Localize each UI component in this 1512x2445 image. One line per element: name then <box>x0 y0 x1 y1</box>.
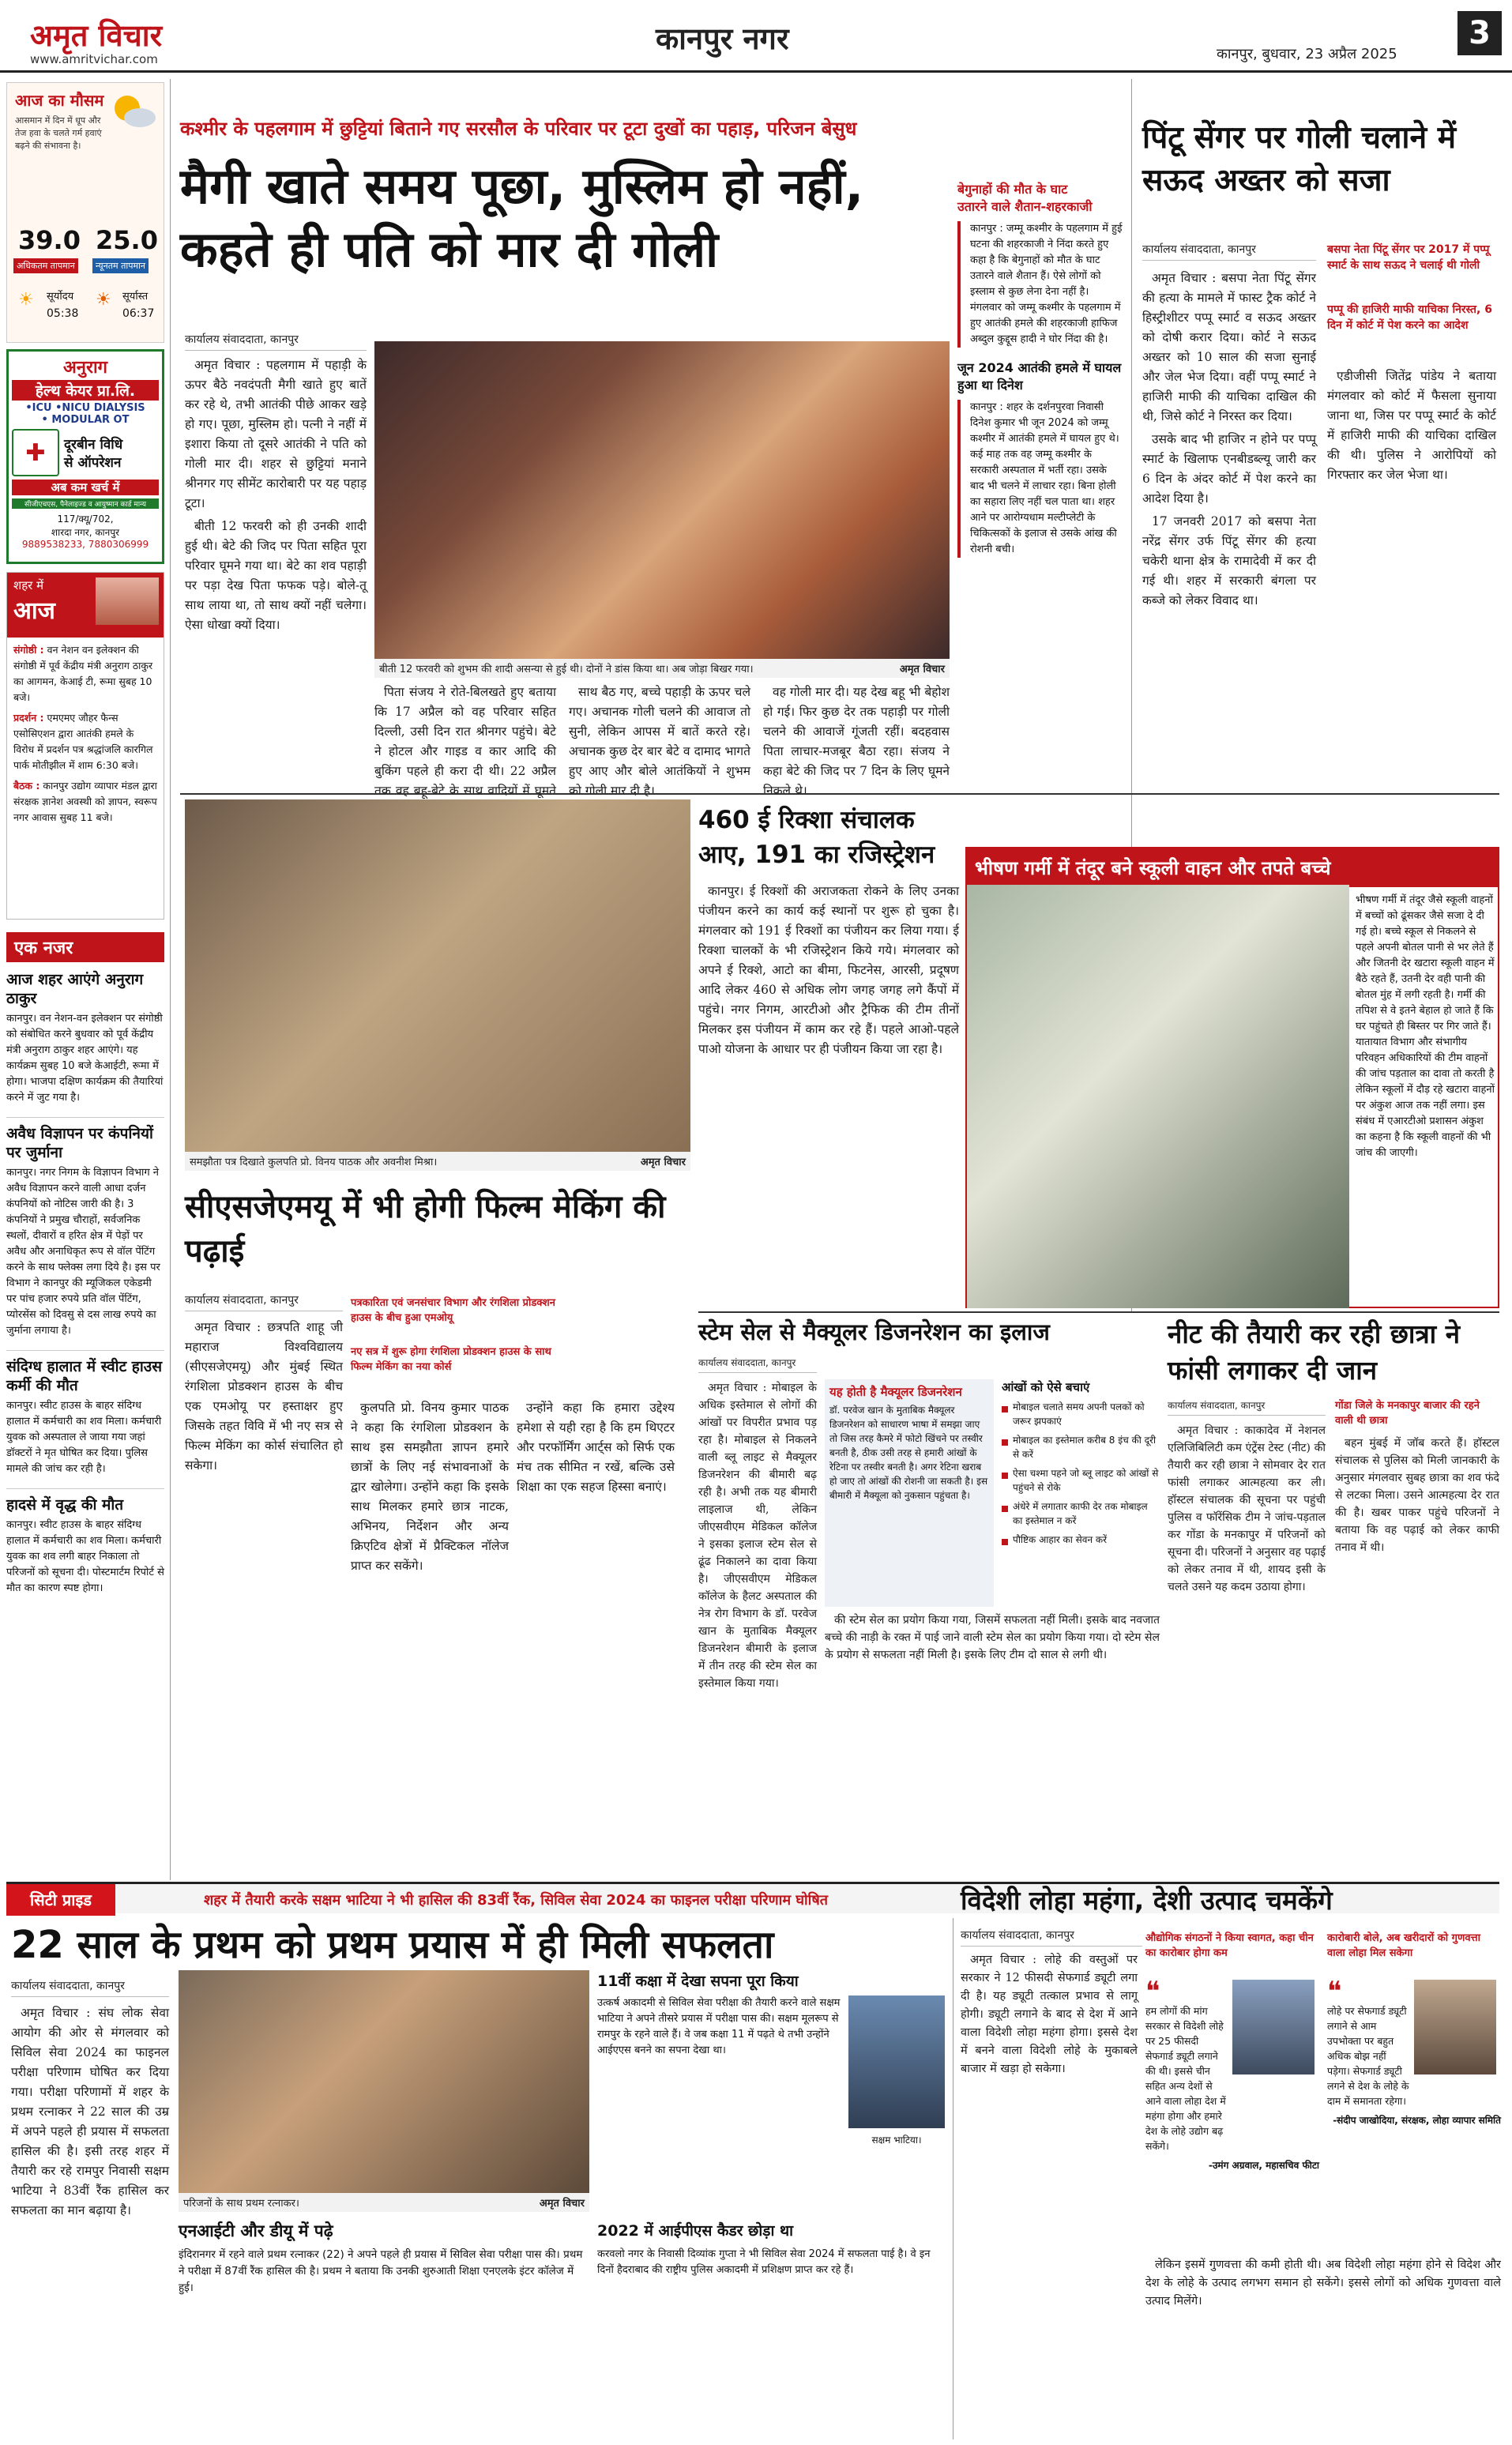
city-pride-kicker: शहर में तैयारी करके सक्षम भाटिया ने भी हासिल की 83वीं रैंक, सिविल सेवा 2024 का फाइनल परीक्षा परिणाम घोषित <box>204 1892 828 1909</box>
paragraph: लेकिन इसमें गुणवत्ता की कमी होती थी। अब विदेशी लोहा महंगा होने से विदेश और देश के लोहे के उत्पाद लगभग समान हो सकेंगे। इससे लोगों को अधिक गुणवत्ता वाले उत्पाद मिलेंगे। <box>1145 2259 1501 2308</box>
neet-byline: कार्यालय संवाददाता, कानपुर <box>1168 1398 1326 1416</box>
neet-highlight: गोंडा जिले के मनकापुर बाजार की रहने वाली थी छात्रा <box>1335 1400 1480 1427</box>
ad-tagline3: अब कम खर्च में <box>12 480 159 495</box>
ek-nazar-story-1 <box>6 1117 164 1339</box>
ek-nazar-story-2 <box>6 1350 164 1477</box>
main-kicker: कश्मीर के पहलगाम में छुट्टियां बिताने गए सरसौल के परिवार पर टूटा दुखों का पहाड़, परिजन बेसुध <box>180 118 857 140</box>
paragraph: 17 जनवरी 2017 को बसपा नेता नरेंद्र सेंगर उर्फ पिंटू सेंगर की हत्या चकेरी थाना क्षेत्र के रामादेवी में कर दी गई थी। शहर में सरकारी बंगला पर कब्जे को लेकर विवाद था। <box>1142 514 1316 607</box>
main-col-3 <box>569 683 750 798</box>
stem-tips-box <box>1002 1379 1160 1607</box>
story-headline: अवैध विज्ञापन पर कंपनियों पर जुर्माना <box>6 1125 153 1161</box>
item-tag: संगोष्ठी : <box>13 644 44 656</box>
sunset-label: सूर्यास्त <box>122 291 149 303</box>
paragraph: बहन मुंबई में जॉब करते हैं। हॉस्टल संचालक से पुलिस को मिली जानकारी के अनुसार मंगलवार सुबह छात्रा का शव फंदे से लटका मिला। उसने आत्महत्या देर रात की है। खबर पाकर पहुंचे परिजनों ने बताया कि वह पढ़ाई को लेकर काफी तनाव में थी। <box>1335 1437 1499 1554</box>
paragraph: कुलपति प्रो. विनय कुमार पाठक ने कहा कि रंगशिला प्रोडक्शन के साथ इस समझौता ज्ञापन हमारे छात्रों के लिए नई संभावनाओं के द्वार खोलेगा। उन्होंने कहा कि इसके साथ मिलकर हमारे छात्र नाटक, अभिनय, निर्देशन और अन्य क्रिएटिव क्षेत्रों में प्रैक्टिकल नॉलेज प्राप्त कर सकेंगे। <box>351 1401 509 1573</box>
quote2-text: लोहे पर सेफगार्ड ड्यूटी लगाने से आम उपभोक्ता पर बहुत अधिक बोझ नहीं पड़ेगा। सेफगार्ड ड्यूटी लगने से देश के लोहे के दाम में समानता रहेगा। <box>1327 2005 1409 2107</box>
erickshaw-headline: 460 ई रिक्शा संचालक आए, 191 का रजिस्ट्रेशन <box>698 806 935 869</box>
csjmu-highlight-2: नए सत्र में शुरू होगा रंगशिला प्रोडक्शन हाउस के साथ फिल्म मेकिंग का नया कोर्स <box>351 1346 551 1373</box>
paragraph: अमृत विचार : काकादेव में नेशनल एलिजिबिलिटी कम एंट्रेंस टेस्ट (नीट) की तैयारी कर रही छात्रा ने सोमवार देर रात फांसी लगाकर आत्महत्या कर ली। हॉस्टल संचालक की सूचना पर पहुंची पुलिस व फॉरेंसिक टीम ने जांच-पड़ताल कर गोंडा के मनकापुर में परिजनों को सूचना दी। परिजनों ने अनुसार वह पढ़ाई को लेकर तनाव में थी, शायद इसी के चलते उसने यह कदम उठाया होगा। <box>1168 1424 1326 1593</box>
sidebar-bullet-1: कानपुर : जम्मू कश्मीर के पहलगाम में हुई घटना की शहरकाजी ने निंदा करते हुए कहा है कि बेगुनाहों को मौत के घाट उतारने वाले शैतान हैं। ऐसे लोगों को इस्लाम से कुछ लेना देना नहीं है। मंगलवार को जम्मू कश्मीर के पहलगाम में हुए आतंकी हमले की शहरकाजी हाफिज अब्दुल कुद्दूस हादी ने घोर निंदा की है। <box>957 221 1123 348</box>
paragraph: उसके बाद भी हाजिर न होने पर पप्पू स्मार्ट के खिलाफ एनबीडब्ल्यू जारी कर 6 दिन के अंदर कोर्ट में पेश करने का आदेश दिया है। <box>1142 432 1316 506</box>
city-pride-tag: सिटी प्राइड <box>6 1884 115 1916</box>
story-body: कानपुर। नगर निगम के विज्ञापन विभाग ने अवैध विज्ञापन करने वाली आधा दर्जन कंपनियों को नोटिस जारी की है। 3 कंपनियों ने प्रमुख चौराहों, सर्वजनिक स्थलों, दीवारों व हरित क्षेत्र में पेड़ों पर अवैध और अनाधिकृत रूप से वॉल पेंटिंग करने के साथ फ्लेक्स लगा दिये है। इस पर विभाग ने कानपुर की म्यूजिकल एकेडमी पर पांच हजार रुपये प्रति वॉल पेंटिंग, प्योरसेंस को दिवसु से दस लाख रुपये का जुर्माना लगाया है। <box>6 1167 160 1337</box>
stem-col-3 <box>825 1612 1160 1869</box>
paragraph: एडीजीसी जितेंद्र पांडेय ने बताया मंगलवार को कोर्ट में फैसला सुनाया जाना था, जिस पर पप्पू स्मार्ट के कोर्ट में हाजिरी माफी की याचिका दाखिल की थी। पुलिस ने आरोपियों को गिरफ्तार कर जेल भेजा था। <box>1327 369 1496 482</box>
stem-byline: कार्यालय संवाददाता, कानपुर <box>698 1356 817 1373</box>
main-col-4 <box>763 683 950 798</box>
mid-rule-2 <box>698 1311 1499 1313</box>
photo-credit: अमृत विचार <box>899 664 945 675</box>
steel-quote-2 <box>1327 1976 1501 2248</box>
paragraph: अमृत विचार : मोबाइल के अधिक इस्तेमाल से लोगों की आंखों पर विपरीत प्रभाव पड़ रहा है। मोबाइल से निकलने वाली ब्लू लाइट से मैक्यूलर डिजनरेशन की बीमारी बढ़ रही है। अभी तक यह बीमारी लाइलाज थी, लेकिन जीएसवीएम मेडिकल कॉलेज ने इसका इलाज स्टेम सेल से ढूंढ निकालने का दावा किया है। जीएसवीएम मेडिकल कॉलेज के हैलट अस्पताल की नेत्र रोग विभाग के डॉ. परवेज खान के मुताबिक मैक्यूलर डिजनरेशन बीमारी के इलाज में तीन तरह की स्टेम सेल का इस्तेमाल किया गया। <box>698 1382 817 1690</box>
story-headline: हादसे में वृद्ध की मौत <box>6 1496 124 1514</box>
paragraph: वह गोली मार दी। यह देख बहू भी बेहोश हो गई। फिर कुछ देर तक पहाड़ी पर गोली चलने की आवाजें गूंजती रहीं। बदहवास पिता लाचार-मजबूर बैठा रहा। संजय ने कहा बेटे की जिद पर 7 दिन के लिए घूमने निकले थे। <box>763 685 950 798</box>
city-today-item-2 <box>7 773 164 826</box>
dateline: कानपुर, बुधवार, 23 अप्रैल 2025 <box>1217 46 1397 62</box>
item-tag: प्रदर्शन : <box>13 712 44 724</box>
item-text: वन नेशन वन इलेक्शन की संगोष्ठी में पूर्व केंद्रीय मंत्री अनुराग ठाकुर का आगमन, केआई टी, रूमा सुबह 10 बजे। <box>13 644 153 703</box>
paragraph: की स्टेम सेल का प्रयोग किया गया, जिसमें सफलता नहीं मिली। इसके बाद नवजात बच्चे की नाड़ी के रक्त में पाई जाने वाली स्टेम सेल का प्रयोग किया गया। दो स्टेम सेल के प्रयोग से सफलता नहीं मिली है। इसके लिए टीम दो साल से लगी थी। <box>825 1614 1160 1661</box>
steel-highlight-1: औद्योगिक संगठनों ने किया स्वागत, कहा चीन का कारोबार होगा कम <box>1145 1932 1314 1959</box>
sub1-heading: 11वीं कक्षा में देखा सपना पूरा किया <box>597 1973 799 1990</box>
masthead <box>0 0 1512 73</box>
main-byline: कार्यालय संवाददाता, कानपुर <box>185 332 367 351</box>
sunrise-label: सूर्योदय <box>47 291 74 303</box>
csjmu-highlight-1: पत्रकारिता एवं जनसंचार विभाग और रंगशिला प्रोडक्शन हाउस के बीच हुआ एमओयू <box>351 1297 555 1324</box>
sidebar-heading-2: जून 2024 आतंकी हमले में घायल हुआ था दिनेश <box>957 360 1122 393</box>
saksham-photo <box>848 1995 945 2128</box>
item-text: कानपुर उद्योग व्यापार मंडल द्वारा संरक्षक ज्ञानेश अवस्थी को ज्ञापन, स्वरूप नगर आवास सुबह 11 बजे। <box>13 780 157 823</box>
sidebar-kicker-2: उतारने वाले शैतान-शहरकाजी <box>957 199 1093 214</box>
ek-nazar-story-3 <box>6 1488 164 1597</box>
neet-col-1 <box>1168 1422 1326 1869</box>
csjmu-photo-caption <box>185 1152 690 1171</box>
sun-cloud-icon <box>110 91 157 130</box>
steel-highlight-2: कारोबारी बोले, अब खरीदारों को गुणवत्ता वाला लोहा मिल सकेगा <box>1327 1932 1480 1959</box>
city-today-box <box>6 572 164 920</box>
ad-address1: 117/क्यू/702, <box>57 513 114 525</box>
steel-col-2 <box>1145 2256 1501 2438</box>
max-temp-label: अधिकतम तापमान <box>13 258 78 273</box>
stem-headline: स्टेम सेल से मैक्यूलर डिजनरेशन का इलाज <box>698 1318 1050 1345</box>
mid-rule-1 <box>180 793 1499 795</box>
family-photo-caption <box>179 2193 589 2212</box>
caption-text: समझौता पत्र दिखाते कुलपति प्रो. विनय पाठक और अवनीश मिश्रा। <box>190 1157 438 1168</box>
ad-services1: •ICU •NICU DIALYSIS <box>25 402 145 414</box>
caption-text: बीती 12 फरवरी को शुभम की शादी असन्या से हुई थी। दोनों ने डांस किया था। अब जोड़ा बिखर गया। <box>379 664 754 675</box>
saksham-caption: सक्षम भाटिया। <box>871 2135 922 2146</box>
city-today-small-title: शहर में <box>13 578 44 592</box>
tip-item: अंधेरे में लगातार काफी देर तक मोबाइल का इस्तेमाल न करें <box>1002 1499 1160 1528</box>
main-col-2 <box>374 683 556 798</box>
steel-col-1 <box>961 1951 1138 2438</box>
sunset-icon: ☀ <box>96 290 111 310</box>
sunset-time: 06:37 <box>122 307 155 320</box>
csjmu-col-2 <box>351 1398 509 1871</box>
sunrise-icon: ☀ <box>18 290 34 310</box>
story-headline: आज शहर आएंगे अनुराग ठाकुर <box>6 971 144 1007</box>
item-tag: बैठक : <box>13 780 40 792</box>
school-van-photo <box>967 885 1349 1308</box>
csjmu-photo <box>185 799 690 1152</box>
sub2-text: इंदिरानगर में रहने वाले प्रथम रत्नाकर (22) ने अपने पहले ही प्रयास में सिविल सेवा परीक्षा पास की। प्रथम ने परीक्षा में 87वीं रैंक हासिल की है। प्रथम ने बताया कि उनकी शुरुआती शिक्षा एनएलके इंटर कॉलेज में हुई। <box>179 2248 583 2294</box>
paragraph: अमृत विचार : लोहे की वस्तुओं पर सरकार ने 12 फीसदी सेफगार्ड ड्यूटी लगा दी है। यह ड्यूटी तत्काल प्रभाव से लागू होगी। ड्यूटी लगाने के बाद से देश में आने वाला विदेशी लोहा महंगा होगा। इससे देश में बनने वाला विदेशी लोहे के मुकाबले बाजार में खड़ा हो सकेगा। <box>961 1954 1138 2075</box>
stem-box-title: यह होती है मैक्यूलर डिजनरेशन <box>829 1385 962 1399</box>
quote1-by: -उमंग अग्रवाल, महासचिव फीटा <box>1208 2160 1319 2171</box>
pintu-byline: कार्यालय संवाददाता, कानपुर <box>1142 242 1316 261</box>
left-column-divider <box>170 79 171 1880</box>
ad-offer: सीजीएचएस, पैनेलाइज्ड व आयुष्मान कार्ड मान्य <box>12 498 159 509</box>
quote2-by: -संदीप जाखोदिया, संरक्षक, लोहा व्यापार समिति <box>1333 2115 1501 2126</box>
stem-tips-title: आंखों को ऐसे बचाएं <box>1002 1380 1090 1394</box>
photo-credit: अमृत विचार <box>640 1157 686 1168</box>
tip-item: पौष्टिक आहार का सेवन करें <box>1002 1533 1160 1547</box>
paragraph: पिता संजय ने रोते-बिलखते हुए बताया कि 17 अप्रैल को वह परिवार सहित दिल्ली, उसी दिन रात श्रीनगर पहुंचे। बेटे ने होटल और गाइड व कार आदि की बुकिंग पहले ही करा दी थी। 22 अप्रैल तक वह बहू-बेटे के साथ वादियों में घूमते <box>374 685 556 798</box>
story-headline: संदिग्ध हालात में स्वीट हाउस कर्मी की मौत <box>6 1358 163 1394</box>
paragraph: उन्होंने कहा कि हमारा उद्देश्य हमेशा से यही रहा है कि हम थिएटर और परफॉर्मिंग आर्ट्स को सिर्फ एक मंच तक सीमित न रखें, बल्कि उसे शिक्षा का एक सहज हिस्सा बनाएं। <box>517 1401 675 1494</box>
csjmu-byline: कार्यालय संवाददाता, कानपुर <box>185 1292 343 1311</box>
heat-side-text: भीषण गर्मी में तंदूर जैसे स्कूली वाहनों में बच्चों को ढूंसकर जैसे सजा दे दी गई हो। बच्चे स्कूल से निकलने से पहले अपनी बोतल पानी से भर लेते हैं और जितनी देर खटारा स्कूली वाहन में बैठे रहते हैं, उतनी देर वही पानी की बोतल मुंह में लगी रहती है। गर्मी की तपिश से वे इतने बेहाल हो जाते हैं कि घर पहुंचते ही बिस्तर पर गिर जाते हैं। यातायात विभाग और संभागीय परिवहन अधिकारियों की टीम वाहनों की जांच पड़ताल का दावा तो करती है लेकिन स्कूलों में दौड़ रहे खटारा वाहनों पर अंकुश आज तक नहीं लगा। इस संबंध में एआरटीओ प्रशासन अंकुश का कहना है कि स्कूली वाहनों की भी जांच की जाएगी। <box>1356 894 1495 1159</box>
city-pride-headline: 22 साल के प्रथम को प्रथम प्रयास में ही मिली सफलता <box>11 1923 774 1967</box>
ad-address2: शारदा नगर, कानपुर <box>51 527 120 538</box>
tip-item: ऐसा चश्मा पहने जो ब्लू लाइट को आंखों से पहुंचने से रोके <box>1002 1466 1160 1495</box>
ek-nazar-box <box>6 932 164 1872</box>
page-number: 3 <box>1457 11 1502 55</box>
ad-phone: 9889538233, 7880306999 <box>21 539 149 550</box>
city-today-item-1 <box>7 705 164 773</box>
family-photo <box>179 1970 589 2193</box>
csjmu-headline: सीएसजेएमयू में भी होगी फिल्म मेकिंग की पढ़ाई <box>185 1189 666 1270</box>
sub3-heading: 2022 में आईपीएस कैडर छोड़ा था <box>597 2222 794 2240</box>
weather-note: आसमान में दिन में धूप और तेज हवा के चलते गर्म हवाएं बढ़ने की संभावना है। <box>15 115 102 151</box>
ad-tagline2: से ऑपरेशन <box>64 455 122 471</box>
story-body: कानपुर। वन नेशन-वन इलेक्शन पर संगोष्ठी को संबोधित करने बुधवार को पूर्व केंद्रीय मंत्री अनुराग ठाकुर शहर आएंगे। यह कार्यक्रम सुबह 10 बजे केआईटी, रूमा में होगा। भाजपा दक्षिण कार्यक्रम की तैयारियां करने में जुट गया है। <box>6 1013 164 1104</box>
sidebar-kicker-1: बेगुनाहों की मौत के घाट <box>957 182 1068 197</box>
stem-col-1 <box>698 1379 817 1869</box>
steel-byline: कार्यालय संवाददाता, कानपुर <box>961 1928 1142 1947</box>
quote1-portrait <box>1232 1980 1315 2074</box>
min-temp-label: न्यूनतम तापमान <box>92 258 149 273</box>
ek-nazar-story-0 <box>6 970 164 1106</box>
story-body: कानपुर। स्वीट हाउस के बाहर संदिग्ध हालात में कर्मचारी का शव मिला। कर्मचारी युवक का शव लगी बाहर निकाला तो परिजनों को सूचना दी। पोस्टमार्टम रिपोर्ट से मौत का कारण स्पष्ट होगा। <box>6 1519 164 1594</box>
tip-item: मोबाइल का इस्तेमाल करीब 8 इंच की दूरी से करें <box>1002 1433 1160 1461</box>
quote2-portrait <box>1414 1980 1496 2074</box>
csjmu-col-3 <box>517 1398 675 1871</box>
section-title: कानपुर नगर <box>656 21 789 56</box>
hospital-ad <box>6 349 164 564</box>
sidebar-bullet-2: कानपुर : शहर के दर्शनपुरवा निवासी दिनेश कुमार भी जून 2024 को जम्मू कश्मीर में आतंकी हमले में घायल हुए थे। कई माह तक वह जम्मू कश्मीर के सरकारी अस्पताल में भर्ती रहा। उसके बाद भी चलने में लाचार रहा। बिना होली का सहारा लिए नहीं चल पाता था। शहर आने पर आरोग्यधाम मल्टीप्लेटी के चिकित्सकों के इलाज से उसके आंख की रोशनी बची। <box>957 400 1123 558</box>
item-text: एमएमए जौहर फैन्स एसोसिएशन द्वारा आतंकी हमले के विरोध में प्रदर्शन पत्र श्रद्धांजलि कारगिल पार्क मोतीझील में शाम 6:30 बजे। <box>13 712 153 771</box>
weather-title: आज का मौसम <box>15 91 104 110</box>
city-today-item-0 <box>7 638 164 705</box>
city-pride-col-1 <box>11 2003 169 2438</box>
paragraph: साथ बैठ गए, बच्चे पहाड़ी के ऊपर चले गए। अचानक गोली चलने की आवाज तो सुनी, लेकिन आपस में बातें करते रहे। अचानक कुछ देर बार बेटे व दामाद भागते हुए आए और बोले आतंकियों ने शुभम को गोली मार दी है। <box>569 685 750 798</box>
paragraph: अमृत विचार : छत्रपति शाहू जी महाराज विश्वविद्यालय (सीएसजेएमयू) और मुंबई स्थित रंगशिला प्रोडक्शन हाउस के बीच एक एमओयू पर हस्ताक्षर हुए जिसके तहत विवि में भी नए सत्र से फिल्म मेकिंग का कोर्स संचालित हो सकेगा। <box>185 1320 343 1473</box>
neet-col-2 <box>1335 1435 1499 1869</box>
story-body: कानपुर। स्वीट हाउस के बाहर संदिग्ध हालात में कर्मचारी का शव मिला। कर्मचारी युवक को अस्पताल ले जाया गया जहां डॉक्टरों ने मृत घोषित कर दिया। पुलिस मामले की जांच कर रही है। <box>6 1400 162 1475</box>
ad-name-line1: अनुराग <box>62 358 108 378</box>
website: www.amritvichar.com <box>30 52 158 66</box>
paragraph: अमृत विचार : बसपा नेता पिंटू सेंगर की हत्या के मामले में फास्ट ट्रैक कोर्ट ने हिस्ट्रीशीटर पप्पू स्मार्ट व सऊद अख्तर को दोषी करार दिया। कोर्ट ने सऊद अख्तर को 10 साल की सजा सुनाई और जेल भेज दिया। वहीं पप्पू स्मार्ट ने हाजिरी माफी की याचिका दाखिल की थी, जिसे कोर्ट ने निरस्त कर दिया। <box>1142 271 1316 423</box>
paragraph: अमृत विचार : संघ लोक सेवा आयोग की ओर से मंगलवार को सिविल सेवा 2024 का फाइनल परीक्षा परिणाम घोषित कर दिया गया। परीक्षा परिणामों में शहर के प्रथम रत्नाकर ने 22 साल की उम्र में अपने पहले ही प्रयास में सफलता हासिल की है। इसी तरह शहर में तैयारी कर रहे रामपुर निवासी सक्षम भाटिया ने 83वीं रैंक हासिल कर सफलता का मान बढ़ाया है। <box>11 2006 169 2217</box>
sunrise-time: 05:38 <box>47 307 79 320</box>
paper-logo: अमृत विचार <box>30 17 163 53</box>
sub3-text: करवलो नगर के निवासी दिव्यांक गुप्ता ने भी सिविल सेवा 2024 में सफलता पाई है। वे इन दिनों हैदराबाद की राष्ट्रीय पुलिस अकादमी में प्रशिक्षण प्राप्त कर रहे हैं। <box>597 2248 931 2276</box>
hospital-logo-icon: ✚ <box>12 429 59 476</box>
pintu-highlight-1: बसपा नेता पिंटू सेंगर पर 2017 में पप्पू स्मार्ट के साथ सऊद ने चलाई थी गोली <box>1327 243 1490 272</box>
heat-story <box>965 847 1499 1308</box>
photo-credit: अमृत विचार <box>539 2198 585 2210</box>
wedding-photo <box>374 341 950 659</box>
stem-info-box <box>825 1379 994 1607</box>
quote-mark-icon: ❝ <box>1145 1976 1160 2007</box>
heat-headline: भीषण गर्मी में तंदूर बने स्कूली वाहन और तपते बच्चे <box>967 848 1498 887</box>
steel-headline: विदेशी लोहा महंगा, देशी उत्पाद चमकेंगे <box>961 1885 1333 1916</box>
quote-mark-icon: ❝ <box>1327 1976 1342 2007</box>
pintu-headline: पिंटू सेंगर पर गोली चलाने में सऊद अख्तर को सजा <box>1142 120 1457 198</box>
ad-tagline1: दूरबीन विधि <box>64 437 123 453</box>
paragraph: कानपुर। ई रिक्शों की अराजकता रोकने के लिए उनका पंजीयन करने का कार्य कई स्थानों पर शुरू हो चुका है। मंगलवार को 191 ई रिक्शों का पंजीयन कर लिया गया। ई रिक्शा चालकों के भी रजिस्ट्रेशन किये गये। मंगलवार को अपने ई रिक्शे, आटो का बीमा, फिटनेस, आरसी, प्रदूषण आदि लेकर 460 से अधिक लोग जगह जगह लगे कैंपों में पहुंचे। नगर निगम, आरटीओ और ट्रैफिक की टीम तीनों मिलकर इस पंजीयन में काम कर रहे हैं। पहले आओ-पहले पाओ योजना के आधार पर ही पंजीयन किया जा रहा है। <box>698 884 959 1056</box>
tip-item: मोबाइल चलाते समय अपनी पलकों को जरूर झपकाएं <box>1002 1400 1160 1428</box>
ad-name-line2: हेल्थ केयर प्रा.लि. <box>12 380 159 401</box>
weather-box <box>6 82 164 343</box>
paragraph: अमृत विचार : पहलगाम में पहाड़ी के ऊपर बैठे नवदंपती मैगी खाते हुए बातें कर रहे थे, तभी आतंकी पीछे आकर खड़े हो गए। पूछा, मुस्लिम हो। पत्नी ने नहीं में इशारा किया तो दूसरे आतंकी ने पति को गोली मार दी। शहर से छुट्टियां मनाने श्रीनगर गए सीमेंट कारोबारी पर यह पहाड़ टूटा। <box>185 358 367 510</box>
csjmu-col-1 <box>185 1318 343 1871</box>
neet-headline: नीट की तैयारी कर रही छात्रा ने फांसी लगाकर दी जान <box>1168 1318 1461 1386</box>
city-pride-byline: कार्यालय संवाददाता, कानपुर <box>11 1978 169 1997</box>
city-today-title: आज <box>13 597 55 625</box>
erickshaw-body <box>698 882 959 1300</box>
pintu-col-2 <box>1327 367 1496 782</box>
ad-services2: • MODULAR OT <box>41 414 130 426</box>
caption-text: परिजनों के साथ प्रथम रत्नाकर। <box>183 2198 299 2210</box>
sidebar-story <box>957 180 1123 788</box>
city-building-icon <box>96 577 159 625</box>
pintu-col-1 <box>1142 269 1316 782</box>
main-headline: मैगी खाते समय पूछा, मुस्लिम हो नहीं, कहते ही पति को मार दी गोली <box>180 157 864 278</box>
max-temp: 39.0 <box>18 225 81 255</box>
pintu-highlight-2: पप्पू की हाजिरी माफी याचिका निरस्त, 6 दिन में कोर्ट में पेश करने का आदेश <box>1327 303 1492 332</box>
sub1-text: उत्कर्ष अकादमी से सिविल सेवा परीक्षा की तैयारी करने वाले सक्षम भाटिया ने अपने तीसरे प्रयास में परीक्षा पास की। सक्षम मूलरूप से रामपुर के रहने वाले हैं। वे जब कक्षा 11 में पढ़ते थे तभी उन्होंने आईएएस बनने का सपना देखा था। <box>597 1997 841 2056</box>
sub2-heading: एनआईटी और डीयू में पढ़े <box>179 2221 333 2240</box>
stem-box-text: डॉ. परवेज खान के मुताबिक मैक्यूलर डिजनरेशन को साधारण भाषा में समझा जाए तो जिस तरह कैमरे में फोटो खिंचने पर तस्वीर बनती है, ठीक उसी तरह से हमारी आंखों के रेटिना पर तस्वीर बनती है। अगर रेटिना खराब हो जाए तो आंखों की रोशनी जा सकती है। इस बीमारी में मैक्यूला को नुकसान पहुंचता है। <box>829 1405 988 1501</box>
ek-nazar-title: एक नजर <box>6 932 164 962</box>
main-col-1 <box>185 355 367 782</box>
paragraph: बीती 12 फरवरी को ही उनकी शादी हुई थी। बेटे की जिद पर पिता सहित पूरा परिवार घूमने गया था। बेटे का शव पहाड़ी पर पड़ा देख पिता फफक पड़े। बोले-तू साथ लाया था, तो साथ क्यों नहीं चलेगा। ऐसा धोखा क्यों दिया। <box>185 519 367 632</box>
quote1-text: हम लोगों की मांग सरकार से विदेशी लोहे पर 25 फीसदी सेफगार्ड ड्यूटी लगाने की थी। इससे चीन सहित अन्य देशों से आने वाला लोहा देश में महंगा होगा और हमारे देश के लोहे उद्योग बढ़ सकेंगे। <box>1145 2005 1226 2152</box>
min-temp: 25.0 <box>96 225 158 255</box>
steel-quote-1 <box>1145 1976 1319 2248</box>
wedding-photo-caption <box>374 659 950 678</box>
